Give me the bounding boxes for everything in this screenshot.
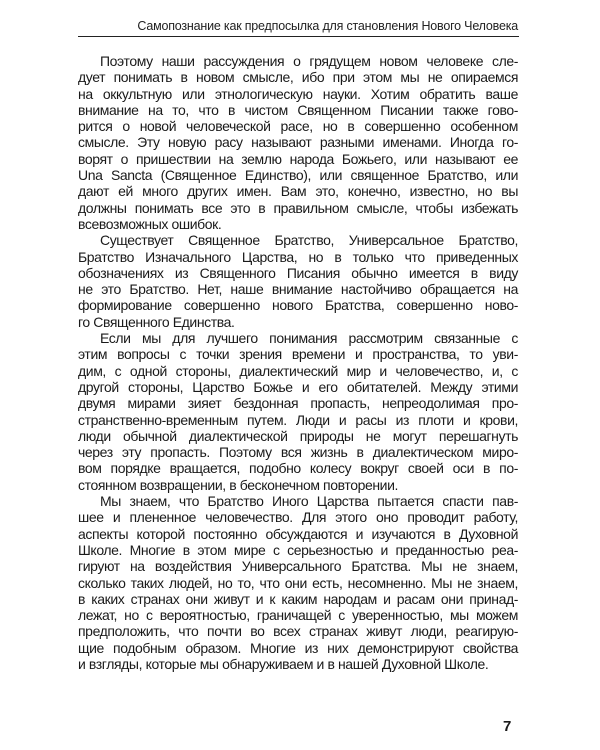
- text-line: щие подобным образом. Многие из них демонстрируют свойства: [78, 639, 518, 656]
- text-line: Мы знаем, что Братство Иного Царства пытается спасти пав-: [100, 493, 518, 510]
- text-line: Поэтому наши рассуждения о грядущем новом человеке сле-: [100, 53, 518, 69]
- body-text: [78, 53, 518, 672]
- text-line: шее и плененное человечество. Для этого оно проводит работу,: [78, 509, 518, 526]
- running-head: Самопознание как предпосылка для становления Нового Человека: [137, 19, 518, 33]
- text-line: всевозможных ошибок.: [78, 215, 222, 232]
- text-line: гируют на воздействия Универсального Братства. Мы не знаем,: [78, 558, 518, 575]
- text-line: не это Братство. Нет, наше внимание настойчиво обращается на: [78, 281, 518, 298]
- paragraph: [78, 330, 518, 493]
- text-line: го Священного Единства.: [78, 313, 235, 330]
- text-line: ворят о пришествии на землю народа Божьего, или называют ее: [78, 150, 518, 167]
- text-line: дует понимать в новом смысле, ибо при этом мы не опираемся: [78, 69, 518, 86]
- text-line: Una Sancta (Священное Единство), или священное Братство, или: [78, 167, 518, 184]
- text-line: в каких странах они живут и к каким народам и расам они принад-: [78, 590, 518, 607]
- text-line: должны понимать все это в правильном смысле, чтобы избежать: [78, 199, 518, 216]
- text-line: дают ей много других имен. Вам это, конечно, известно, но вы: [78, 183, 518, 200]
- text-line: лежат, но с вероятностью, граничащей с уверенностью, мы можем: [78, 607, 518, 624]
- text-line: Если мы для лучшего понимания рассмотрим связанные с: [100, 330, 518, 347]
- text-line: сколько таких людей, но то, что они есть, несомненно. Мы не знаем,: [78, 574, 518, 591]
- paragraph: [78, 53, 518, 232]
- page-number: 7: [503, 718, 512, 735]
- text-line: и взгляды, которые мы обнаруживаем и в нашей Духовной Школе.: [78, 655, 489, 672]
- text-line: люди обычной диалектической природы не могут перешагнуть: [78, 427, 518, 444]
- text-line: Школе. Многие в этом мире с серьезностью и преданностью реа-: [78, 541, 518, 558]
- text-line: другой стороны, Царство Божье и его обитателей. Между этими: [78, 378, 518, 395]
- text-line: формирование совершенно нового Братства, совершенно ново-: [78, 297, 518, 314]
- text-line: странственно-временным путем. Люди и расы из плоти и крови,: [78, 411, 518, 428]
- text-line: этим вопросы с точки зрения времени и пространства, то уви-: [78, 346, 518, 363]
- text-line: на оккультную или этнологическую науки. Хотим обратить ваше: [78, 85, 518, 102]
- text-line: стоянном возвращении, в бесконечном повторении.: [78, 476, 399, 493]
- text-line: вом порядке вращается, подобно колесу вокруг своей оси в по-: [78, 460, 518, 477]
- text-line: через эту пропасть. Поэтому вся жизнь в диалектическом миро-: [78, 444, 518, 461]
- text-line: дим, с одной стороны, диалектический мир и человечество, и, с: [78, 362, 518, 379]
- text-line: обозначениях из Священного Писания обычно имеется в виду: [78, 264, 518, 281]
- text-line: Братство Изначального Царства, но в только что приведенных: [78, 248, 518, 265]
- text-line: смысле. Эту новую расу называют разными именами. Иногда го-: [78, 134, 518, 151]
- text-line: двумя мирами зияет бездонная пропасть, непреодолимая про-: [78, 395, 518, 412]
- text-line: рится о новой человеческой расе, но в совершенно особенном: [78, 118, 518, 135]
- text-line: аспекты которой постоянно обсуждаются и изучаются в Духовной: [78, 525, 518, 542]
- header-rule: [78, 36, 519, 37]
- paragraph: [78, 493, 518, 672]
- paragraph: [78, 232, 518, 330]
- text-line: внимание на то, что в чистом Священном Писании также гово-: [78, 101, 518, 118]
- text-line: предположить, что почти во всех странах живут люди, реагирую-: [78, 623, 518, 640]
- text-line: Существует Священное Братство, Универсальное Братство,: [100, 232, 518, 249]
